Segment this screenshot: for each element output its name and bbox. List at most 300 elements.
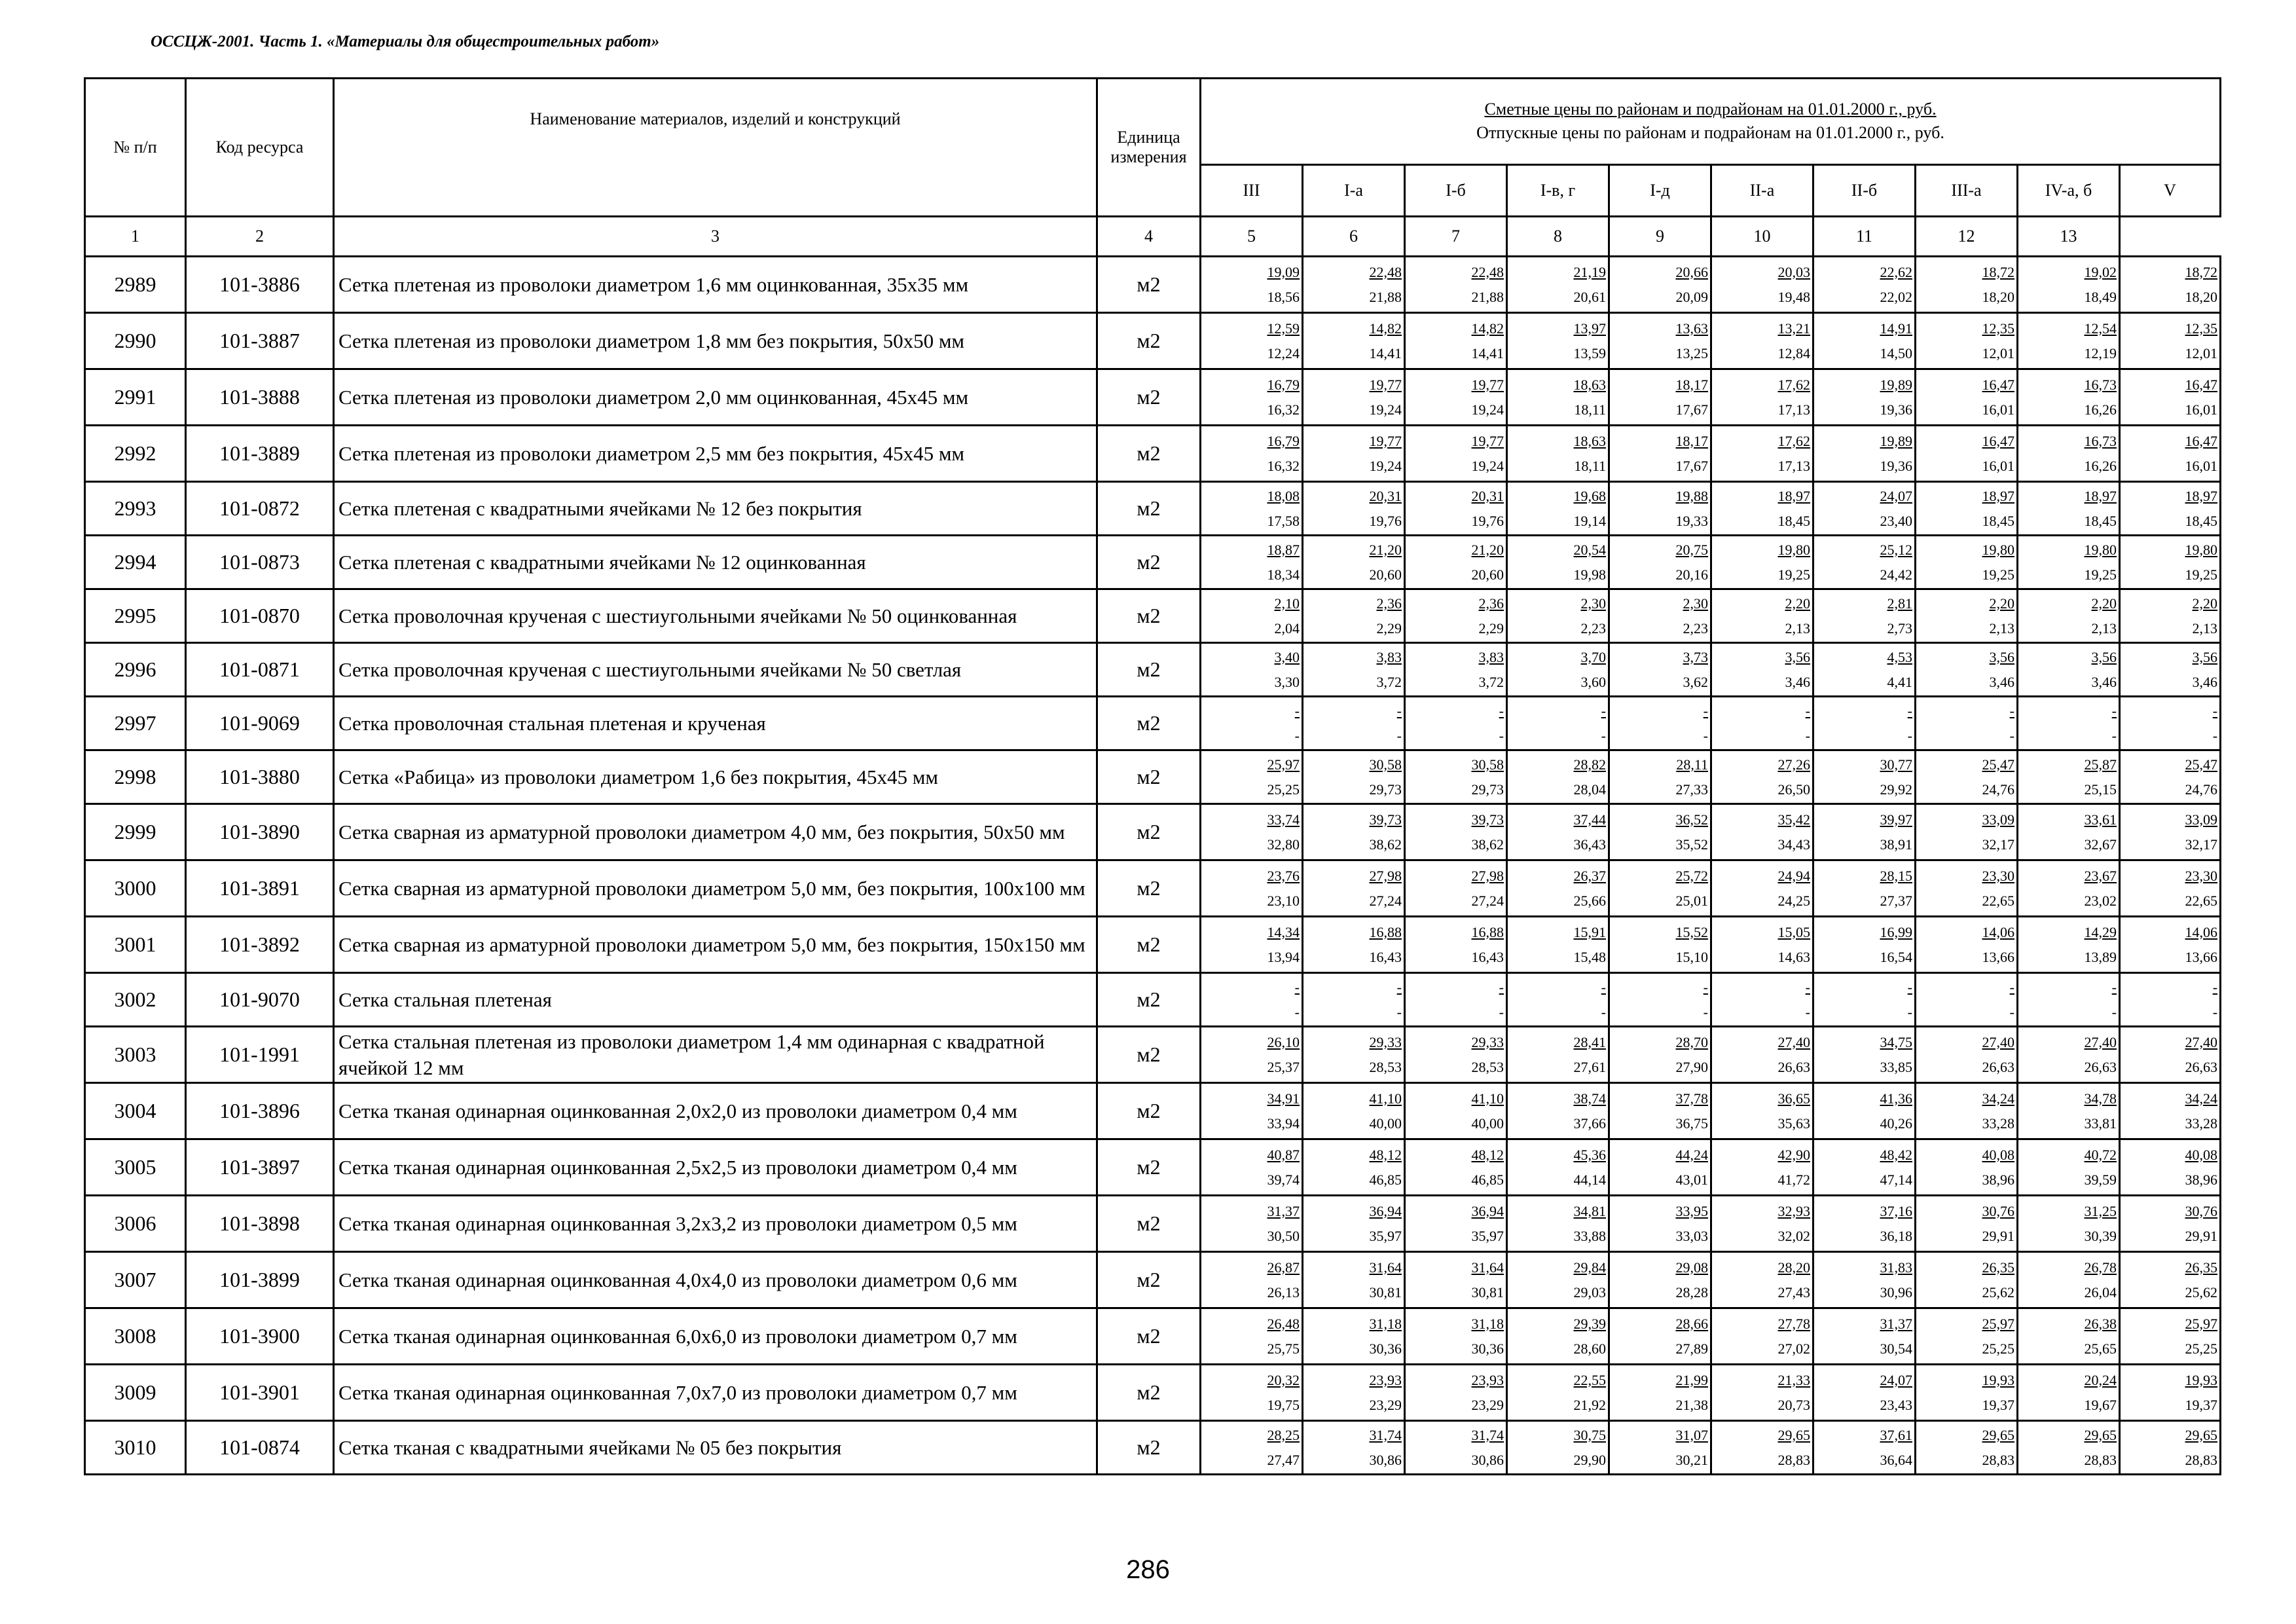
unit: м2 xyxy=(1097,1308,1201,1365)
selling-price: 25,25 xyxy=(2185,1340,2218,1357)
estimate-price: 26,87 xyxy=(1267,1259,1300,1276)
estimate-price: 19,77 xyxy=(1471,432,1504,449)
price-cell xyxy=(1507,589,1609,643)
unit: м2 xyxy=(1097,1252,1201,1308)
selling-price: - xyxy=(2212,727,2218,744)
selling-price: - xyxy=(2009,727,2014,744)
price-cell xyxy=(1711,536,1813,589)
price-cell xyxy=(1201,313,1303,369)
selling-price: 27,24 xyxy=(1369,892,1402,909)
price-cell xyxy=(1303,1421,1405,1475)
estimate-price: 20,66 xyxy=(1675,263,1708,280)
estimate-price: 36,52 xyxy=(1675,811,1708,828)
selling-price: - xyxy=(2111,727,2117,744)
unit: м2 xyxy=(1097,860,1201,917)
selling-price: 29,92 xyxy=(1880,781,1912,798)
price-cell xyxy=(1201,1139,1303,1196)
selling-price: 18,49 xyxy=(2084,288,2117,305)
selling-price: 35,97 xyxy=(1471,1227,1504,1244)
price-cell xyxy=(1916,1421,2018,1475)
selling-price: 19,25 xyxy=(2084,566,2117,583)
price-cell xyxy=(2018,1139,2120,1196)
price-cell xyxy=(1813,917,1916,973)
unit: м2 xyxy=(1097,1421,1201,1475)
price-cell xyxy=(1303,1252,1405,1308)
estimate-price: 3,83 xyxy=(1376,648,1402,665)
price-cell xyxy=(2018,1027,2120,1083)
table-row xyxy=(85,697,2221,750)
price-cell xyxy=(1303,369,1405,426)
estimate-price: 16,73 xyxy=(2084,376,2117,393)
estimate-price: 23,30 xyxy=(1982,867,2014,884)
estimate-price: 16,47 xyxy=(1982,432,2014,449)
selling-price: 27,33 xyxy=(1675,781,1708,798)
estimate-price: 22,48 xyxy=(1369,263,1402,280)
selling-price: 30,36 xyxy=(1471,1340,1504,1357)
estimate-price: 26,37 xyxy=(1573,867,1606,884)
price-cell xyxy=(1405,589,1507,643)
estimate-price: - xyxy=(1499,978,1504,995)
price-cell xyxy=(1507,1196,1609,1252)
selling-price: 25,25 xyxy=(1982,1340,2014,1357)
price-cell xyxy=(1916,750,2018,804)
unit: м2 xyxy=(1097,257,1201,313)
row-index: 2997 xyxy=(85,697,186,750)
estimate-price: - xyxy=(2009,978,2014,995)
estimate-price: 24,07 xyxy=(1880,487,1912,504)
price-cell xyxy=(2018,860,2120,917)
resource-code: 101-3880 xyxy=(186,750,334,804)
price-cell xyxy=(1609,1365,1711,1421)
estimate-price: 19,89 xyxy=(1880,432,1912,449)
selling-price: 19,76 xyxy=(1369,512,1402,529)
row-index: 2993 xyxy=(85,482,186,536)
selling-price: 27,89 xyxy=(1675,1340,1708,1357)
estimate-price: 28,70 xyxy=(1675,1033,1708,1050)
selling-price: 28,53 xyxy=(1369,1058,1402,1075)
price-cell xyxy=(1405,860,1507,917)
selling-price: - xyxy=(1907,1003,1912,1020)
price-cell xyxy=(1711,750,1813,804)
estimate-price: 48,42 xyxy=(1880,1146,1912,1163)
selling-price: 25,66 xyxy=(1573,892,1606,909)
selling-price: - xyxy=(1601,1003,1606,1020)
price-cell xyxy=(1711,1083,1813,1139)
price-cell xyxy=(1303,1027,1405,1083)
price-cell xyxy=(2120,643,2221,697)
selling-price: 29,91 xyxy=(2185,1227,2218,1244)
price-cell xyxy=(1201,804,1303,860)
price-cell xyxy=(1711,917,1813,973)
estimate-price: 19,93 xyxy=(2185,1371,2218,1388)
selling-price: 25,65 xyxy=(2084,1340,2117,1357)
price-cell xyxy=(2018,1308,2120,1365)
selling-price: 13,94 xyxy=(1267,948,1300,965)
selling-price: 19,24 xyxy=(1471,401,1504,418)
unit: м2 xyxy=(1097,697,1201,750)
header-code: Код ресурса xyxy=(186,79,334,217)
price-cell xyxy=(1405,697,1507,750)
selling-price: 41,72 xyxy=(1777,1171,1810,1188)
unit: м2 xyxy=(1097,589,1201,643)
estimate-price: 19,77 xyxy=(1369,376,1402,393)
selling-price: 38,91 xyxy=(1880,836,1912,853)
price-cell xyxy=(1813,1139,1916,1196)
price-cell xyxy=(1711,643,1813,697)
price-cell xyxy=(1201,697,1303,750)
price-cell xyxy=(1609,697,1711,750)
estimate-price: 31,74 xyxy=(1471,1426,1504,1443)
selling-price: 30,21 xyxy=(1675,1451,1708,1468)
selling-price: 16,01 xyxy=(2185,457,2218,474)
price-cell xyxy=(1813,1196,1916,1252)
selling-price: - xyxy=(1396,1003,1402,1020)
estimate-price: 3,83 xyxy=(1478,648,1504,665)
estimate-price: - xyxy=(1805,978,1810,995)
selling-price: 3,62 xyxy=(1683,673,1708,690)
estimate-price: 30,75 xyxy=(1573,1426,1606,1443)
estimate-price: 36,65 xyxy=(1777,1090,1810,1107)
estimate-price: 19,09 xyxy=(1267,263,1300,280)
price-cell xyxy=(2018,804,2120,860)
material-name: Сетка тканая одинарная оцинкованная 2,5х2,5 из проволоки диаметром 0,4 мм xyxy=(334,1139,1097,1196)
price-cell xyxy=(1507,313,1609,369)
selling-price: 13,66 xyxy=(2185,948,2218,965)
price-cell xyxy=(2120,1027,2221,1083)
selling-price: 35,52 xyxy=(1675,836,1708,853)
price-cell xyxy=(1507,804,1609,860)
estimate-price: 31,37 xyxy=(1267,1202,1300,1219)
estimate-price: 19,80 xyxy=(2084,541,2117,558)
selling-price: 36,18 xyxy=(1880,1227,1912,1244)
price-cell xyxy=(1609,482,1711,536)
price-cell xyxy=(1916,1308,2018,1365)
price-cell xyxy=(2120,750,2221,804)
table-row xyxy=(85,860,2221,917)
selling-price: 23,40 xyxy=(1880,512,1912,529)
price-cell xyxy=(2018,643,2120,697)
material-name: Сетка сварная из арматурной проволоки диаметром 5,0 мм, без покрытия, 100х100 мм xyxy=(334,860,1097,917)
selling-price: 38,96 xyxy=(1982,1171,2014,1188)
unit: м2 xyxy=(1097,482,1201,536)
estimate-price: 3,40 xyxy=(1274,648,1300,665)
price-cell xyxy=(1405,1252,1507,1308)
selling-price: 29,03 xyxy=(1573,1283,1606,1301)
price-cell xyxy=(1507,257,1609,313)
estimate-price: 25,87 xyxy=(2084,756,2117,773)
estimate-price: 14,82 xyxy=(1471,320,1504,337)
selling-price: 20,16 xyxy=(1675,566,1708,583)
price-cell xyxy=(1201,369,1303,426)
row-index: 2991 xyxy=(85,369,186,426)
price-cell xyxy=(1813,1083,1916,1139)
estimate-price: 37,61 xyxy=(1880,1426,1912,1443)
price-cell xyxy=(2018,482,2120,536)
selling-price: 18,45 xyxy=(1982,512,2014,529)
estimate-price: - xyxy=(2212,702,2218,719)
price-cell xyxy=(1609,1421,1711,1475)
estimate-price: 29,65 xyxy=(1982,1426,2014,1443)
selling-price: 16,54 xyxy=(1880,948,1912,965)
price-cell xyxy=(1609,1252,1711,1308)
unit: м2 xyxy=(1097,804,1201,860)
selling-price: 44,14 xyxy=(1573,1171,1606,1188)
estimate-price: 3,73 xyxy=(1683,648,1708,665)
price-cell xyxy=(1916,973,2018,1027)
estimate-price: 26,35 xyxy=(1982,1259,2014,1276)
price-cell xyxy=(2018,1196,2120,1252)
selling-price: 22,02 xyxy=(1880,288,1912,305)
estimate-price: 13,63 xyxy=(1675,320,1708,337)
unit: м2 xyxy=(1097,750,1201,804)
column-number: 1 xyxy=(85,217,186,257)
estimate-price: 27,98 xyxy=(1369,867,1402,884)
estimate-price: 27,40 xyxy=(2084,1033,2117,1050)
price-cell xyxy=(2120,804,2221,860)
selling-price: 29,73 xyxy=(1471,781,1504,798)
selling-price: 3,30 xyxy=(1274,673,1300,690)
price-cell xyxy=(1813,860,1916,917)
selling-price: 39,59 xyxy=(2084,1171,2117,1188)
selling-price: 33,28 xyxy=(1982,1115,2014,1132)
price-cell xyxy=(1711,973,1813,1027)
price-cell xyxy=(1813,536,1916,589)
selling-price: 2,04 xyxy=(1274,619,1300,637)
selling-price: 3,46 xyxy=(2192,673,2218,690)
selling-price: 12,24 xyxy=(1267,344,1300,361)
selling-price: 43,01 xyxy=(1675,1171,1708,1188)
price-cell xyxy=(1916,1139,2018,1196)
selling-price: 40,00 xyxy=(1369,1115,1402,1132)
price-cell xyxy=(1916,536,2018,589)
selling-price: 16,32 xyxy=(1267,457,1300,474)
resource-code: 101-0873 xyxy=(186,536,334,589)
selling-price: 14,41 xyxy=(1471,344,1504,361)
estimate-price: 37,44 xyxy=(1573,811,1606,828)
material-name: Сетка стальная плетеная xyxy=(334,973,1097,1027)
estimate-price: 18,17 xyxy=(1675,432,1708,449)
selling-price: 30,81 xyxy=(1369,1283,1402,1301)
estimate-price: 19,77 xyxy=(1369,432,1402,449)
estimate-price: 25,72 xyxy=(1675,867,1708,884)
unit: м2 xyxy=(1097,1196,1201,1252)
selling-price: 2,13 xyxy=(1785,619,1810,637)
price-cell xyxy=(1405,804,1507,860)
price-cell xyxy=(1303,804,1405,860)
price-cell xyxy=(1916,917,2018,973)
table-row xyxy=(85,482,2221,536)
selling-price: 24,42 xyxy=(1880,566,1912,583)
price-cell xyxy=(1609,1196,1711,1252)
resource-code: 101-3890 xyxy=(186,804,334,860)
header-prices-estimate: Сметные цены по районам и подрайонам на 01.01.2000 г., руб. xyxy=(1484,100,1937,119)
price-cell xyxy=(1201,643,1303,697)
material-name: Сетка проволочная стальная плетеная и крученая xyxy=(334,697,1097,750)
column-number: 13 xyxy=(2018,217,2120,257)
price-cell xyxy=(1507,369,1609,426)
resource-code: 101-9070 xyxy=(186,973,334,1027)
selling-price: 23,43 xyxy=(1880,1396,1912,1413)
resource-code: 101-0872 xyxy=(186,482,334,536)
estimate-price: 14,06 xyxy=(1982,923,2014,940)
price-cell xyxy=(1405,1083,1507,1139)
price-cell xyxy=(1609,1308,1711,1365)
price-cell xyxy=(2120,426,2221,482)
price-cell xyxy=(1303,1308,1405,1365)
selling-price: 14,50 xyxy=(1880,344,1912,361)
price-cell xyxy=(1813,1027,1916,1083)
selling-price: 20,60 xyxy=(1471,566,1504,583)
estimate-price: 31,83 xyxy=(1880,1259,1912,1276)
selling-price: 20,61 xyxy=(1573,288,1606,305)
price-cell xyxy=(1813,750,1916,804)
price-cell xyxy=(1711,426,1813,482)
table-row xyxy=(85,369,2221,426)
selling-price: 27,43 xyxy=(1777,1283,1810,1301)
selling-price: 33,94 xyxy=(1267,1115,1300,1132)
header-prices-selling: Отпускные цены по районам и подрайонам на 01.01.2000 г., руб. xyxy=(1476,123,1944,143)
selling-price: 33,85 xyxy=(1880,1058,1912,1075)
selling-price: 30,81 xyxy=(1471,1283,1504,1301)
estimate-price: 40,72 xyxy=(2084,1146,2117,1163)
material-name: Сетка тканая одинарная оцинкованная 2,0х2,0 из проволоки диаметром 0,4 мм xyxy=(334,1083,1097,1139)
estimate-price: - xyxy=(1907,702,1912,719)
estimate-price: 2,20 xyxy=(2192,595,2218,612)
selling-price: 16,26 xyxy=(2084,401,2117,418)
selling-price: 17,13 xyxy=(1777,401,1810,418)
price-cell xyxy=(1711,482,1813,536)
selling-price: 16,01 xyxy=(1982,401,2014,418)
selling-price: 28,83 xyxy=(1982,1451,2014,1468)
price-cell xyxy=(1507,1139,1609,1196)
estimate-price: 36,94 xyxy=(1471,1202,1504,1219)
price-cell xyxy=(1813,1421,1916,1475)
estimate-price: 19,80 xyxy=(1982,541,2014,558)
header-prices xyxy=(1201,79,2221,165)
column-number: 2 xyxy=(186,217,334,257)
estimate-price: 2,36 xyxy=(1376,595,1402,612)
selling-price: 3,60 xyxy=(1580,673,1606,690)
price-cell xyxy=(1303,643,1405,697)
estimate-price: 30,76 xyxy=(1982,1202,2014,1219)
page-number: 286 xyxy=(1126,1555,1170,1584)
price-cell xyxy=(1916,1365,2018,1421)
material-name: Сетка «Рабица» из проволоки диаметром 1,6 без покрытия, 45х45 мм xyxy=(334,750,1097,804)
price-cell xyxy=(1711,1196,1813,1252)
selling-price: 27,37 xyxy=(1880,892,1912,909)
unit: м2 xyxy=(1097,313,1201,369)
selling-price: 2,29 xyxy=(1478,619,1504,637)
resource-code: 101-3896 xyxy=(186,1083,334,1139)
estimate-price: 16,88 xyxy=(1369,923,1402,940)
price-cell xyxy=(1405,369,1507,426)
price-cell xyxy=(2120,313,2221,369)
price-cell xyxy=(1507,1308,1609,1365)
selling-price: 12,19 xyxy=(2084,344,2117,361)
estimate-price: 20,32 xyxy=(1267,1371,1300,1388)
price-cell xyxy=(1201,1196,1303,1252)
price-cell xyxy=(1711,1421,1813,1475)
estimate-price: 16,47 xyxy=(2185,376,2218,393)
price-cell xyxy=(1303,750,1405,804)
price-cell xyxy=(1711,313,1813,369)
table-row xyxy=(85,1365,2221,1421)
estimate-price: 19,93 xyxy=(1982,1371,2014,1388)
selling-price: 32,80 xyxy=(1267,836,1300,853)
estimate-price: 27,98 xyxy=(1471,867,1504,884)
material-name: Сетка сварная из арматурной проволоки диаметром 4,0 мм, без покрытия, 50х50 мм xyxy=(334,804,1097,860)
column-number: 8 xyxy=(1507,217,1609,257)
table-row xyxy=(85,257,2221,313)
price-cell xyxy=(2018,369,2120,426)
price-cell xyxy=(1405,1421,1507,1475)
selling-price: - xyxy=(1805,1003,1810,1020)
table-row xyxy=(85,589,2221,643)
selling-price: 24,25 xyxy=(1777,892,1810,909)
price-cell xyxy=(1201,589,1303,643)
price-cell xyxy=(1405,1365,1507,1421)
selling-price: 19,25 xyxy=(1982,566,2014,583)
estimate-price: 21,99 xyxy=(1675,1371,1708,1388)
price-cell xyxy=(1405,1308,1507,1365)
estimate-price: 16,47 xyxy=(1982,376,2014,393)
estimate-price: 27,40 xyxy=(1982,1033,2014,1050)
table-row xyxy=(85,1308,2221,1365)
price-cell xyxy=(1507,536,1609,589)
resource-code: 101-3888 xyxy=(186,369,334,426)
estimate-price: 20,24 xyxy=(2084,1371,2117,1388)
selling-price: 30,50 xyxy=(1267,1227,1300,1244)
price-cell xyxy=(1916,1027,2018,1083)
price-cell xyxy=(1711,804,1813,860)
estimate-price: 26,10 xyxy=(1267,1033,1300,1050)
price-cell xyxy=(1916,426,2018,482)
document-header: ОССЦЖ-2001. Часть 1. «Материалы для общестроительных работ» xyxy=(151,33,660,50)
row-index: 3004 xyxy=(85,1083,186,1139)
selling-price: 16,43 xyxy=(1369,948,1402,965)
selling-price: 29,90 xyxy=(1573,1451,1606,1468)
estimate-price: - xyxy=(1703,978,1708,995)
column-number: 11 xyxy=(1813,217,1916,257)
estimate-price: 2,20 xyxy=(1989,595,2014,612)
material-name: Сетка тканая одинарная оцинкованная 3,2х3,2 из проволоки диаметром 0,5 мм xyxy=(334,1196,1097,1252)
price-table xyxy=(84,77,2221,1475)
selling-price: 30,39 xyxy=(2084,1227,2117,1244)
price-cell xyxy=(1609,257,1711,313)
material-name: Сетка проволочная крученая с шестиугольными ячейками № 50 светлая xyxy=(334,643,1097,697)
estimate-price: 48,12 xyxy=(1369,1146,1402,1163)
estimate-price: 4,53 xyxy=(1887,648,1912,665)
price-cell xyxy=(1609,917,1711,973)
unit: м2 xyxy=(1097,643,1201,697)
estimate-price: 39,73 xyxy=(1471,811,1504,828)
estimate-price: - xyxy=(1294,702,1300,719)
selling-price: 37,66 xyxy=(1573,1115,1606,1132)
selling-price: 32,02 xyxy=(1777,1227,1810,1244)
estimate-price: 16,73 xyxy=(2084,432,2117,449)
row-index: 3000 xyxy=(85,860,186,917)
selling-price: 18,20 xyxy=(2185,288,2218,305)
estimate-price: 20,75 xyxy=(1675,541,1708,558)
selling-price: 3,72 xyxy=(1478,673,1504,690)
estimate-price: 18,72 xyxy=(1982,263,2014,280)
estimate-price: 2,20 xyxy=(1785,595,1810,612)
selling-price: 16,32 xyxy=(1267,401,1300,418)
resource-code: 101-3887 xyxy=(186,313,334,369)
selling-price: 17,13 xyxy=(1777,457,1810,474)
estimate-price: 28,11 xyxy=(1676,756,1708,773)
estimate-price: 33,74 xyxy=(1267,811,1300,828)
